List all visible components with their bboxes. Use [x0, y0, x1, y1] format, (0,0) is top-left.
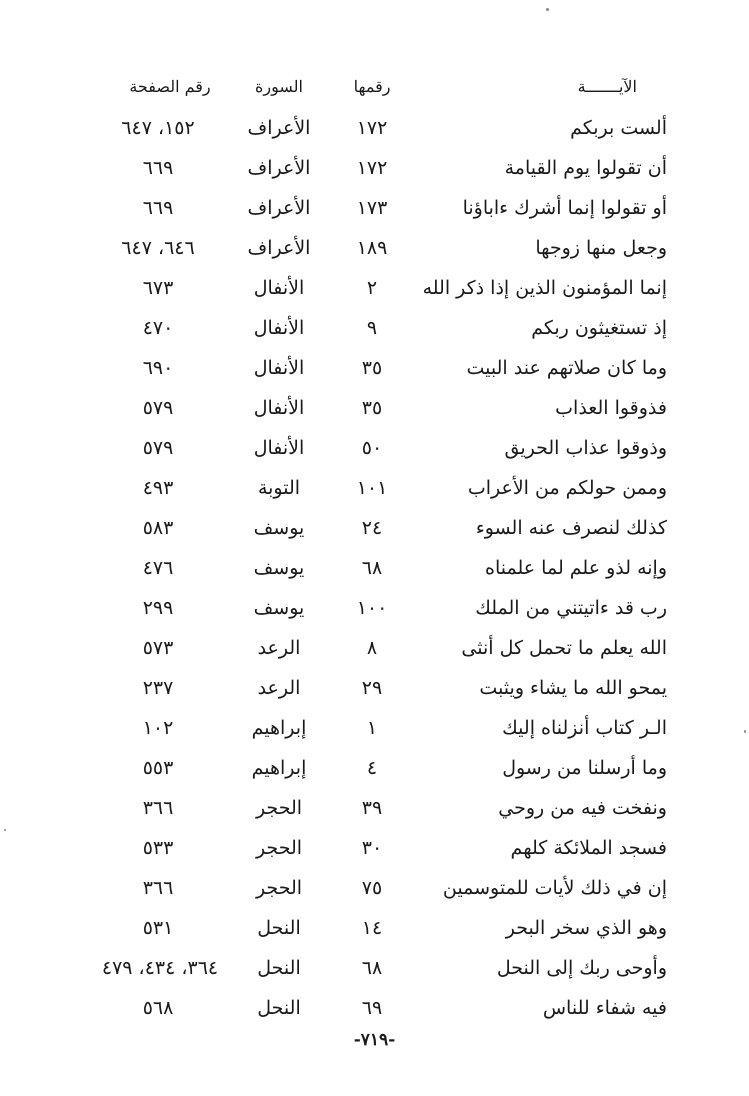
table-row: [0, 713, 749, 743]
verse-number: ٣٥: [361, 357, 383, 379]
verse-text: وما كان صلاتهم عند البيت: [466, 357, 667, 379]
verse-number: ١٤: [361, 917, 383, 939]
table-row: [0, 673, 749, 703]
sura-name: النحل: [257, 917, 301, 939]
page-reference: ٦٦٩: [142, 197, 174, 219]
page-reference: ٤٧٠: [142, 317, 174, 339]
verse-number: ١٠٠: [356, 597, 388, 619]
table-row: [0, 513, 749, 543]
page-reference: ١٠٢: [142, 717, 174, 739]
sura-name: الأنفال: [253, 397, 305, 419]
page-reference: ٥٦٨: [142, 997, 174, 1019]
sura-name: يوسف: [253, 597, 305, 619]
verse-text: فيه شفاء للناس: [542, 997, 667, 1019]
verse-number: ٧٥: [361, 877, 383, 899]
table-row: [0, 593, 749, 623]
verse-text: ونفخت فيه من روحي: [498, 797, 667, 819]
sura-name: الأنفال: [253, 437, 305, 459]
scan-speck: [546, 8, 549, 11]
header-page: رقم الصفحة: [129, 77, 211, 96]
table-row: [0, 873, 749, 903]
verse-number: ١٧٢: [356, 117, 388, 139]
table-row: [0, 113, 749, 143]
verse-number: ٩: [366, 317, 378, 339]
page-reference: ٣٦٤، ٤٣٤، ٤٧٩: [101, 957, 219, 979]
verse-number: ٨: [366, 637, 378, 659]
verse-text: يمحو الله ما يشاء ويثبت: [479, 677, 667, 699]
sura-name: الحجر: [255, 797, 303, 819]
page-reference: ٥٥٣: [142, 757, 174, 779]
scan-speck: [4, 829, 6, 831]
table-row: [0, 193, 749, 223]
table-row: [0, 273, 749, 303]
page-reference: ٤٩٣: [142, 477, 174, 499]
page-reference: ٢٣٧: [142, 677, 174, 699]
page-reference: ٦٩٠: [142, 357, 174, 379]
verse-text: رب قد ءاتيتني من الملك: [475, 597, 667, 619]
table-row: [0, 553, 749, 583]
sura-name: الرعد: [257, 637, 301, 659]
table-row: [0, 393, 749, 423]
sura-name: الأنفال: [253, 357, 305, 379]
table-row: [0, 753, 749, 783]
table-row: [0, 793, 749, 823]
page-reference: ٦٤٦، ٦٤٧: [121, 237, 195, 259]
verse-number: ٣٥: [361, 397, 383, 419]
verse-number: ١٨٩: [356, 237, 388, 259]
verse-text: إنما المؤمنون الذين إذا ذكر الله: [422, 277, 667, 299]
verse-number: ٥٠: [361, 437, 383, 459]
verse-text: أو تقولوا إنما أشرك ءاباؤنا: [462, 197, 667, 219]
sura-name: الأعراف: [247, 117, 311, 139]
verse-number: ١٧٢: [356, 157, 388, 179]
page-reference: ٥٧٩: [142, 437, 174, 459]
table-row: [0, 473, 749, 503]
verse-text: وممن حولكم من الأعراب: [467, 477, 667, 499]
verse-text: وهو الذي سخر البحر: [505, 917, 667, 939]
sura-name: التوبة: [257, 477, 301, 499]
verse-text: إن في ذلك لأيات للمتوسمين: [442, 877, 667, 899]
sura-name: إبراهيم: [251, 717, 307, 739]
verse-text: وجعل منها زوجها: [535, 237, 667, 259]
verse-number: ٣٩: [361, 797, 383, 819]
table-row: [0, 913, 749, 943]
verse-number: ٢٤: [361, 517, 383, 539]
page-reference: ٤٧٦: [142, 557, 174, 579]
page-reference: ٦٦٩: [142, 157, 174, 179]
table-row: [0, 953, 749, 983]
verse-text: الله يعلم ما تحمل كل أنثى: [461, 637, 667, 659]
verse-text: فسجد الملائكة كلهم: [510, 837, 667, 859]
table-row: [0, 993, 749, 1023]
page-reference: ٥٨٣: [142, 517, 174, 539]
sura-name: الأعراف: [247, 157, 311, 179]
verse-text: وإنه لذو علم لما علمناه: [485, 557, 667, 579]
verse-number: ١٠١: [356, 477, 388, 499]
sura-name: يوسف: [253, 557, 305, 579]
sura-name: الأنفال: [253, 317, 305, 339]
sura-name: الحجر: [255, 877, 303, 899]
header-number: رقمها: [353, 77, 391, 96]
verse-number: ٦٨: [361, 557, 383, 579]
table-row: [0, 313, 749, 343]
verse-text: كذلك لنصرف عنه السوء: [475, 517, 667, 539]
header-verse: الآيـــــــة: [577, 77, 637, 96]
page-reference: ٣٦٦: [142, 797, 174, 819]
table-row: [0, 233, 749, 263]
page-reference: ٥٧٣: [142, 637, 174, 659]
table-row: [0, 353, 749, 383]
verse-text: فذوقوا العذاب: [555, 397, 667, 419]
page-number: -٧١٩-: [353, 1030, 396, 1050]
page-reference: ٢٩٩: [142, 597, 174, 619]
verse-number: ١٧٣: [356, 197, 388, 219]
page-reference: ٥٧٩: [142, 397, 174, 419]
table-header: [0, 72, 749, 102]
sura-name: الأنفال: [253, 277, 305, 299]
sura-name: الأعراف: [247, 197, 311, 219]
verse-number: ٢: [366, 277, 378, 299]
page-reference: ٥٣٣: [142, 837, 174, 859]
sura-name: يوسف: [253, 517, 305, 539]
table-row: [0, 833, 749, 863]
sura-name: الأعراف: [247, 237, 311, 259]
verse-number: ٦٩: [361, 997, 383, 1019]
page-reference: ٣٦٦: [142, 877, 174, 899]
sura-name: النحل: [257, 997, 301, 1019]
verse-number: ١: [366, 717, 378, 739]
sura-name: النحل: [257, 957, 301, 979]
verse-text: وذوقوا عذاب الحريق: [504, 437, 667, 459]
verse-text: أن تقولوا يوم القيامة: [504, 157, 667, 179]
verse-number: ٢٩: [361, 677, 383, 699]
table-row: [0, 153, 749, 183]
verse-text: إذ تستغيثون ربكم: [531, 317, 667, 339]
verse-text: ألست بربكم: [570, 117, 667, 139]
verse-text: وأوحى ربك إلى النحل: [496, 957, 667, 979]
verse-number: ٦٨: [361, 957, 383, 979]
sura-name: الرعد: [257, 677, 301, 699]
table-row: [0, 433, 749, 463]
table-row: [0, 633, 749, 663]
verse-number: ٤: [366, 757, 378, 779]
verse-number: ٣٠: [361, 837, 383, 859]
page-reference: ٦٧٣: [142, 277, 174, 299]
verse-text: وما أرسلنا من رسول: [502, 757, 667, 779]
page-reference: ٥٣١: [142, 917, 174, 939]
header-sura: السورة: [255, 77, 303, 96]
verse-text: الـر كتاب أنزلناه إليك: [502, 717, 667, 739]
sura-name: الحجر: [255, 837, 303, 859]
sura-name: إبراهيم: [251, 757, 307, 779]
page-reference: ١٥٢، ٦٤٧: [121, 117, 195, 139]
